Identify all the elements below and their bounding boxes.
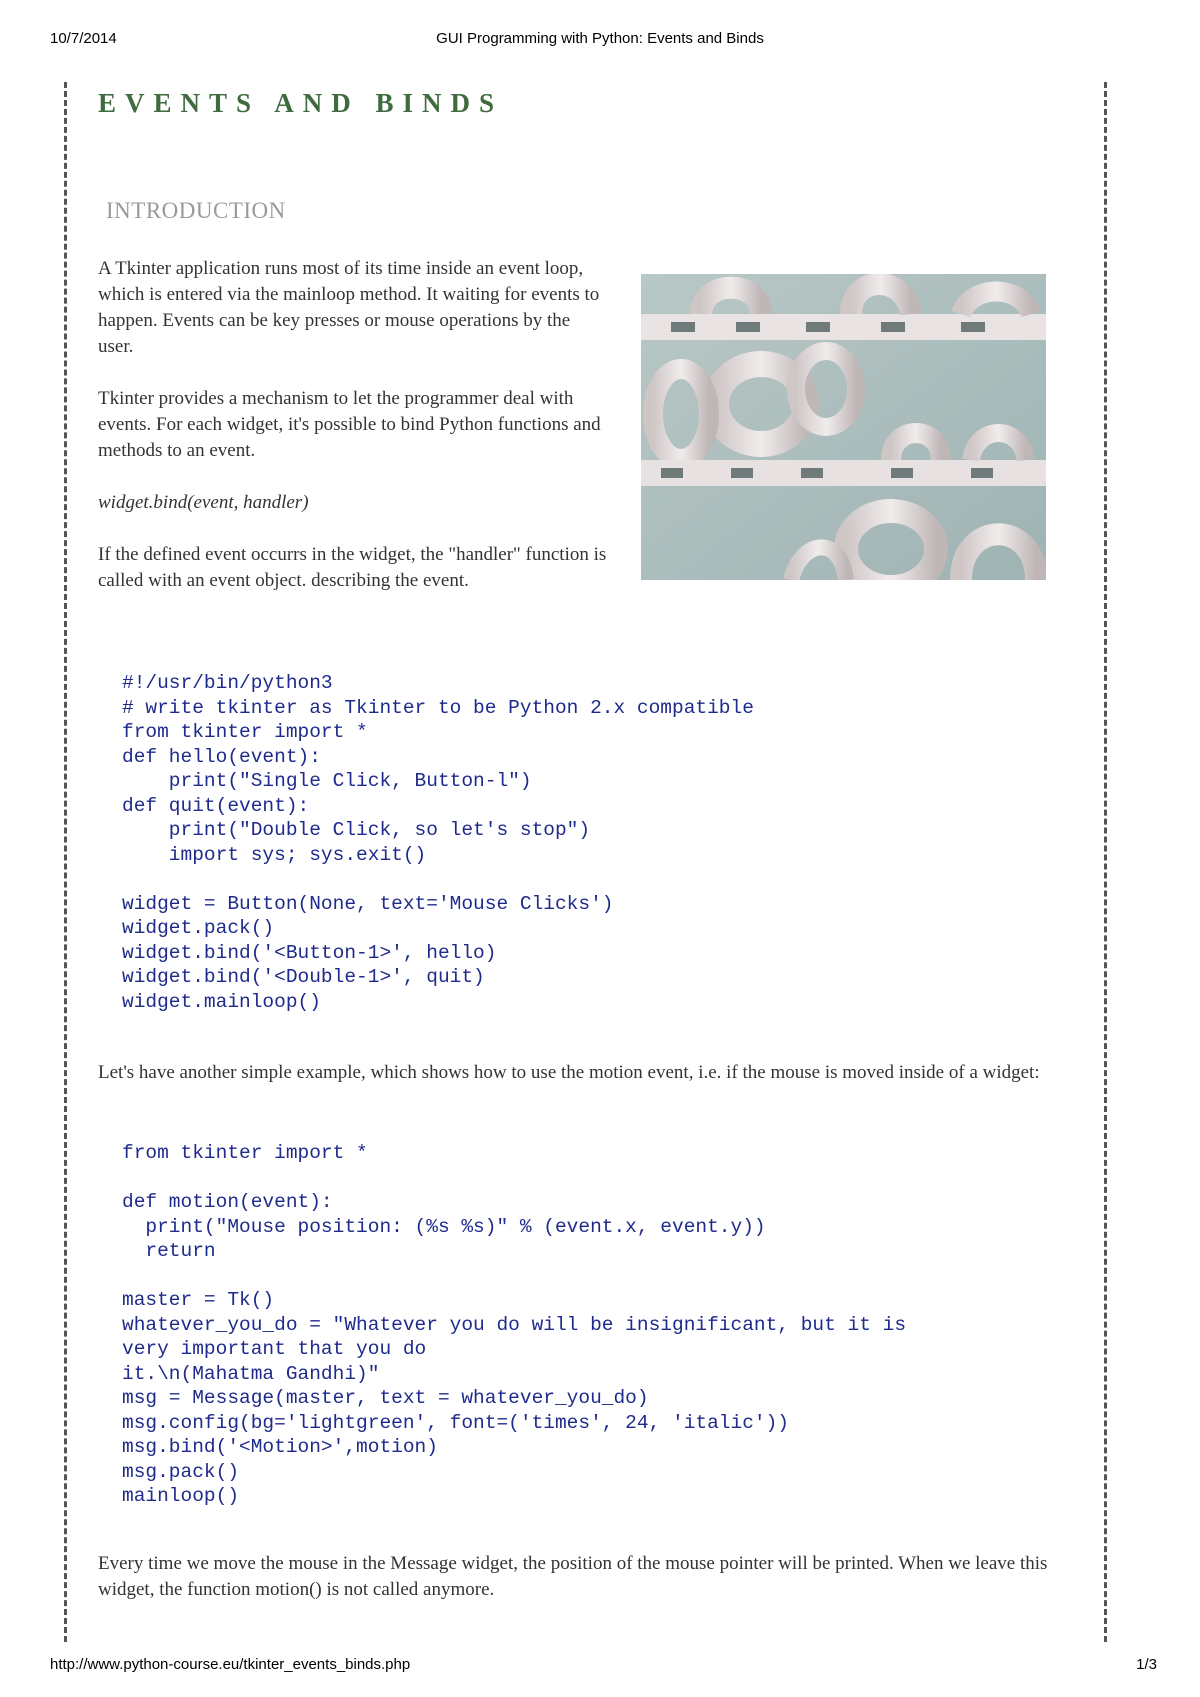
motion-explanation-paragraph: Every time we move the mouse in the Message widget, the position of the mouse pointer will be printed. When we leave this widget, the function motion() is not called anymore. xyxy=(98,1553,1048,1600)
motion-intro-paragraph: Let's have another simple example, which shows how to use the motion event, i.e. if the mouse is moved inside of a widget: xyxy=(98,1062,1040,1083)
print-date: 10/7/2014 xyxy=(50,30,117,47)
intro-text xyxy=(98,256,608,620)
paper-chain-illustration-graphic xyxy=(641,274,1046,580)
section-heading-introduction: INTRODUCTION xyxy=(106,198,286,223)
page-number: 1/3 xyxy=(1136,1656,1157,1673)
bind-signature: widget.bind(event, handler) xyxy=(98,492,309,513)
print-header xyxy=(0,30,1200,50)
page-title: EVENTS AND BINDS xyxy=(98,88,504,118)
paper-chain-illustration xyxy=(641,274,1046,580)
page-url: http://www.python-course.eu/tkinter_events_binds.php xyxy=(50,1656,411,1673)
article-content xyxy=(98,86,1058,1600)
intro-paragraph: A Tkinter application runs most of its time inside an event loop, which is entered via the mainloop method. It waiting for events to happen. Events can be key presses or mouse operations by the user. xyxy=(98,258,600,357)
left-dashed-border xyxy=(64,82,67,1642)
print-footer xyxy=(0,1656,1200,1676)
intro-paragraph: If the defined event occurrs in the widget, the "handler" function is called with an event object. describing the event. xyxy=(98,544,607,591)
intro-paragraph: Tkinter provides a mechanism to let the programmer deal with events. For each widget, it's possible to bind Python functions and methods to an event. xyxy=(98,388,601,461)
code-example-motion: from tkinter import * def motion(event): print("Mouse position: (%s %s)" % (event.x, event.y)) return master = Tk() whatever_you_do = "Whatever you do will be insignificant, but it is very important that you do it.\n(Mahatma Gandhi)" msg = Message(master, text = whatever_you_do) msg.config(bg='lightgreen', font=('times', 24, 'italic')) msg.bind('<Motion>',motion) msg.pack() mainloop() xyxy=(122,1142,907,1507)
print-doc-title: GUI Programming with Python: Events and Binds xyxy=(436,30,764,47)
right-dashed-border xyxy=(1104,82,1107,1642)
code-example-mouse-clicks: #!/usr/bin/python3 # write tkinter as Tkinter to be Python 2.x compatible from tkinter import * def hello(event): print("Single Click, Button-l") def quit(event): print("Double Click, so let's stop") import sys; sys.exit() widget = Button(None, text='Mouse Clicks') widget.pack() widget.bind('<Button-1>', hello) widget.bind('<Double-1>', quit) widget.mainloop() xyxy=(122,672,754,1013)
